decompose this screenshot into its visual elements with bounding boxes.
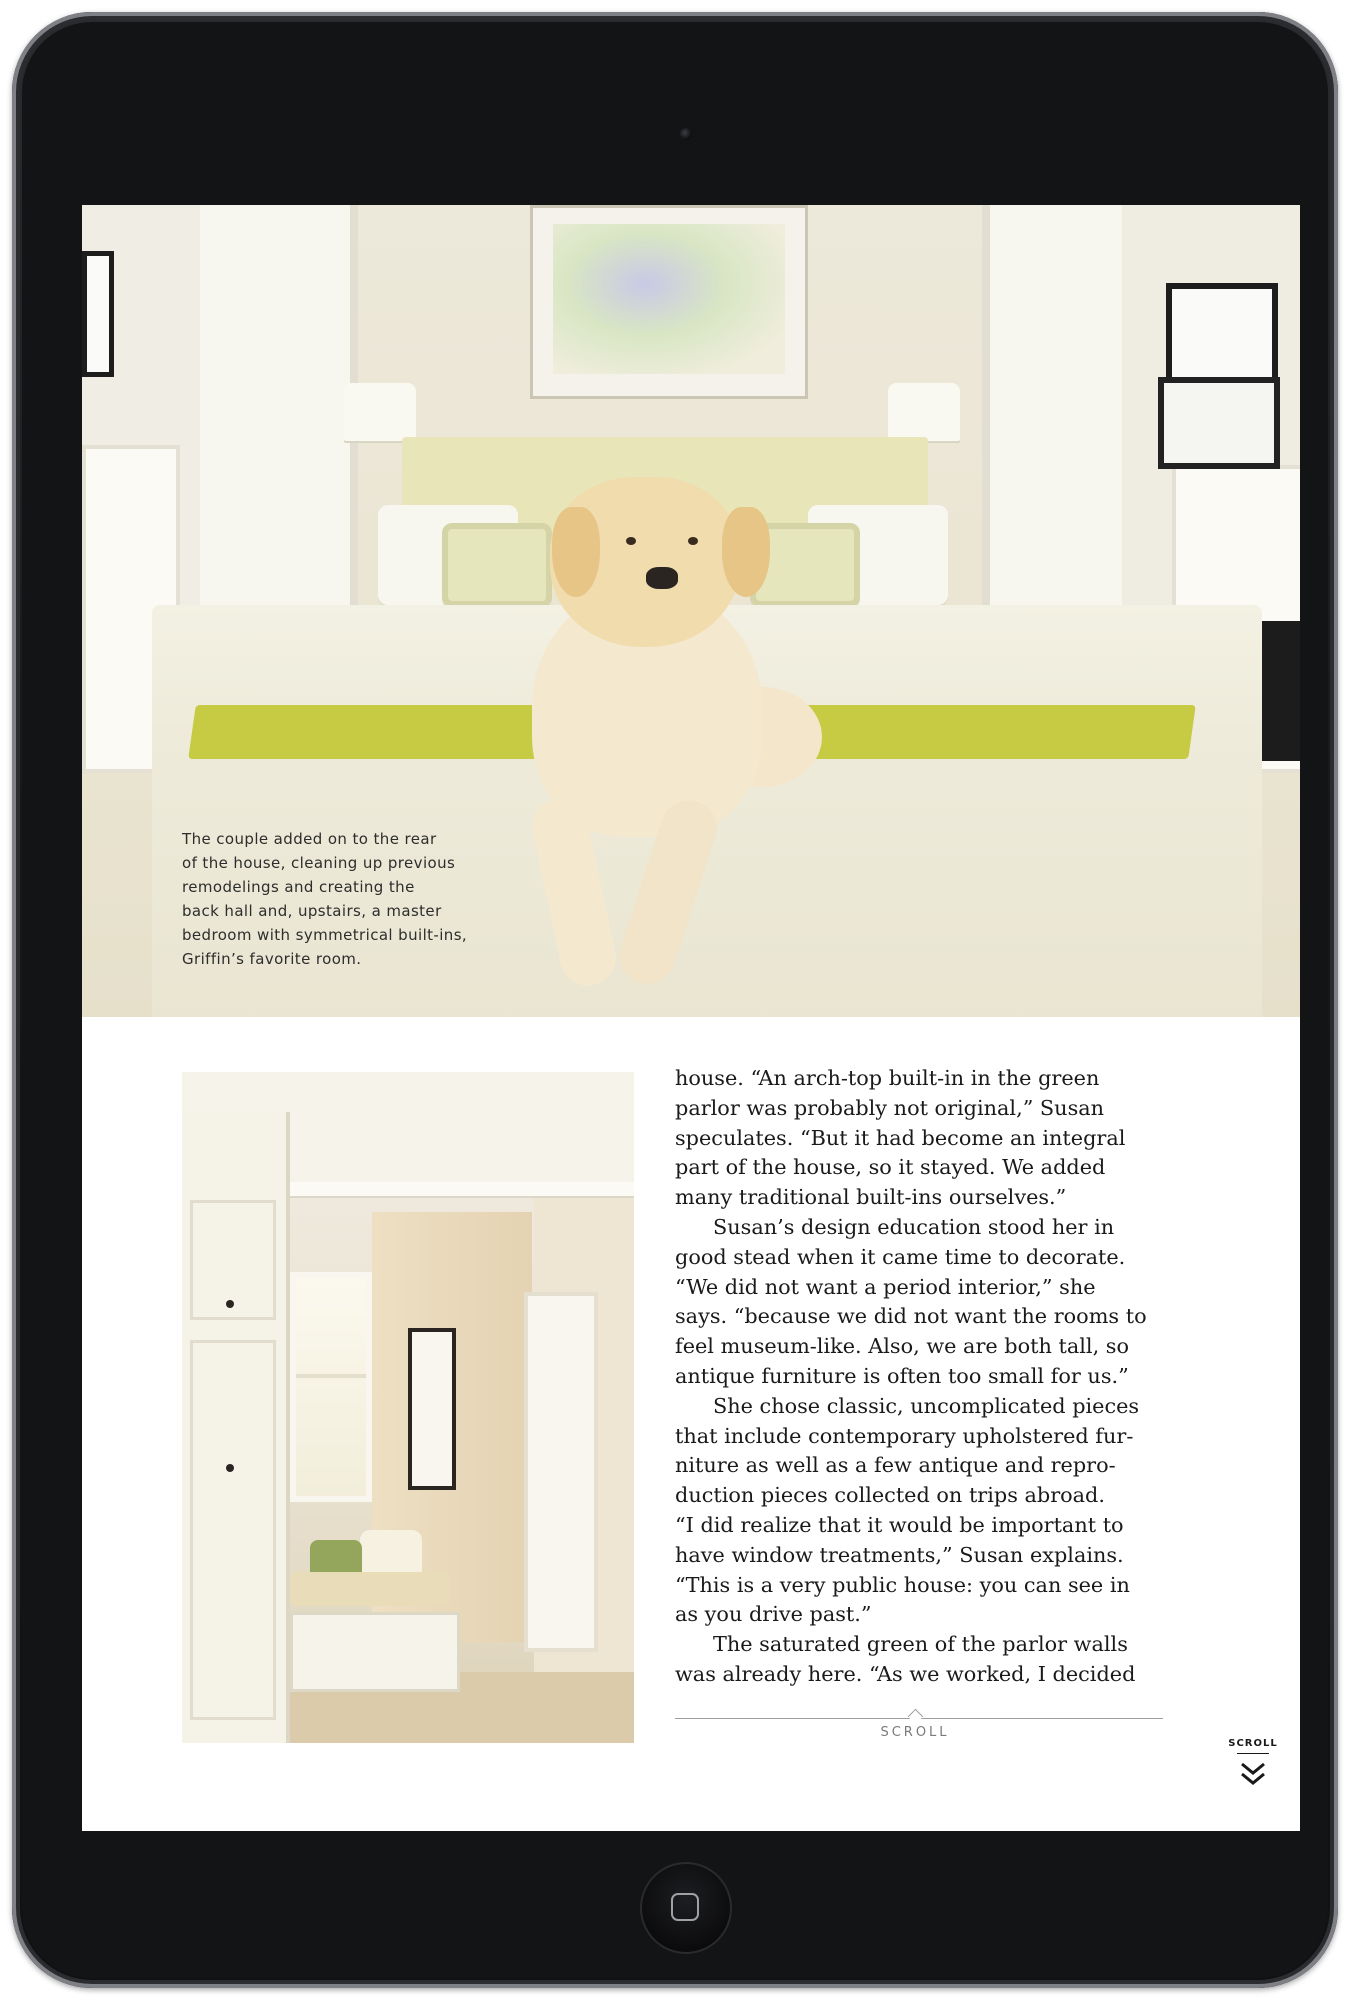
caption-line: bedroom with symmetrical built-ins, [182, 926, 468, 944]
picture-frame [1158, 377, 1280, 469]
window [290, 1272, 372, 1502]
caption-line: back hall and, upstairs, a master [182, 902, 442, 920]
framed-art [408, 1328, 456, 1490]
caption-line: remodelings and creating the [182, 878, 415, 896]
tablet-frame [12, 12, 1338, 1988]
scroll-indicator-label: SCROLL [880, 1725, 950, 1740]
text-line: good stead when it came time to decorate. [675, 1244, 1126, 1269]
text-line: “This is a very public house: you can see in [675, 1572, 1130, 1597]
caption-line: Griffin’s favorite room. [182, 950, 362, 968]
window-seat [290, 1572, 450, 1606]
picture-frame [82, 251, 114, 377]
text-line: was already here. “As we worked, I decided [675, 1661, 1136, 1686]
home-square-icon [671, 1893, 699, 1921]
article-body [675, 1064, 1155, 1690]
text-line: “We did not want a period interior,” she [675, 1274, 1096, 1299]
text-line: as you drive past.” [675, 1602, 872, 1627]
home-button[interactable] [640, 1862, 732, 1954]
text-line: many traditional built-ins ourselves.” [675, 1185, 1067, 1210]
text-line: “I did realize that it would be important to [675, 1512, 1124, 1537]
window-seat-photo [182, 1072, 634, 1743]
scroll-button[interactable] [1228, 1738, 1278, 1798]
text-line: antique furniture is often too small for us.” [675, 1363, 1129, 1388]
text-line: part of the house, so it stayed. We added [675, 1155, 1106, 1180]
text-line: parlor was probably not original,” Susan [675, 1095, 1105, 1120]
text-line: house. “An arch-top built-in in the green [675, 1066, 1100, 1090]
watercolor-painting [530, 205, 808, 399]
text-line: speculates. “But it had become an integral [675, 1125, 1126, 1150]
text-line: The saturated green of the parlor walls [713, 1632, 1128, 1657]
text-line: niture as well as a few antique and repro- [675, 1453, 1116, 1478]
double-chevron-down-icon [1228, 1758, 1278, 1798]
photo-caption [182, 827, 492, 971]
paragraph [675, 1392, 1155, 1630]
text-line: She chose classic, uncomplicated pieces [713, 1393, 1140, 1418]
text-line: says. “because we did not want the rooms to [675, 1304, 1147, 1329]
drawer [290, 1612, 460, 1692]
front-camera-icon [680, 128, 692, 140]
text-line: that include contemporary upholstered fur- [675, 1423, 1134, 1448]
text-line: have window treatments,” Susan explains. [675, 1542, 1124, 1567]
text-line: feel museum-like. Also, we are both tall, so [675, 1334, 1129, 1359]
paragraph [675, 1213, 1155, 1392]
caption-line: The couple added on to the rear [182, 830, 437, 848]
scroll-button-label: SCROLL [1228, 1738, 1278, 1749]
caption-line: of the house, cleaning up previous [182, 854, 456, 872]
door [524, 1292, 598, 1652]
magazine-page[interactable] [82, 205, 1300, 1831]
built-in-cabinet [182, 1112, 290, 1743]
paragraph [675, 1064, 1155, 1213]
text-line: Susan’s design education stood her in [713, 1214, 1115, 1239]
text-line: duction pieces collected on trips abroad. [675, 1483, 1105, 1508]
picture-frame [1166, 283, 1278, 383]
paragraph [675, 1630, 1155, 1690]
wall-lamp-left [344, 383, 416, 441]
labrador-dog [532, 477, 832, 947]
caret-up-icon [908, 1709, 924, 1725]
wall-lamp-right [888, 383, 960, 441]
